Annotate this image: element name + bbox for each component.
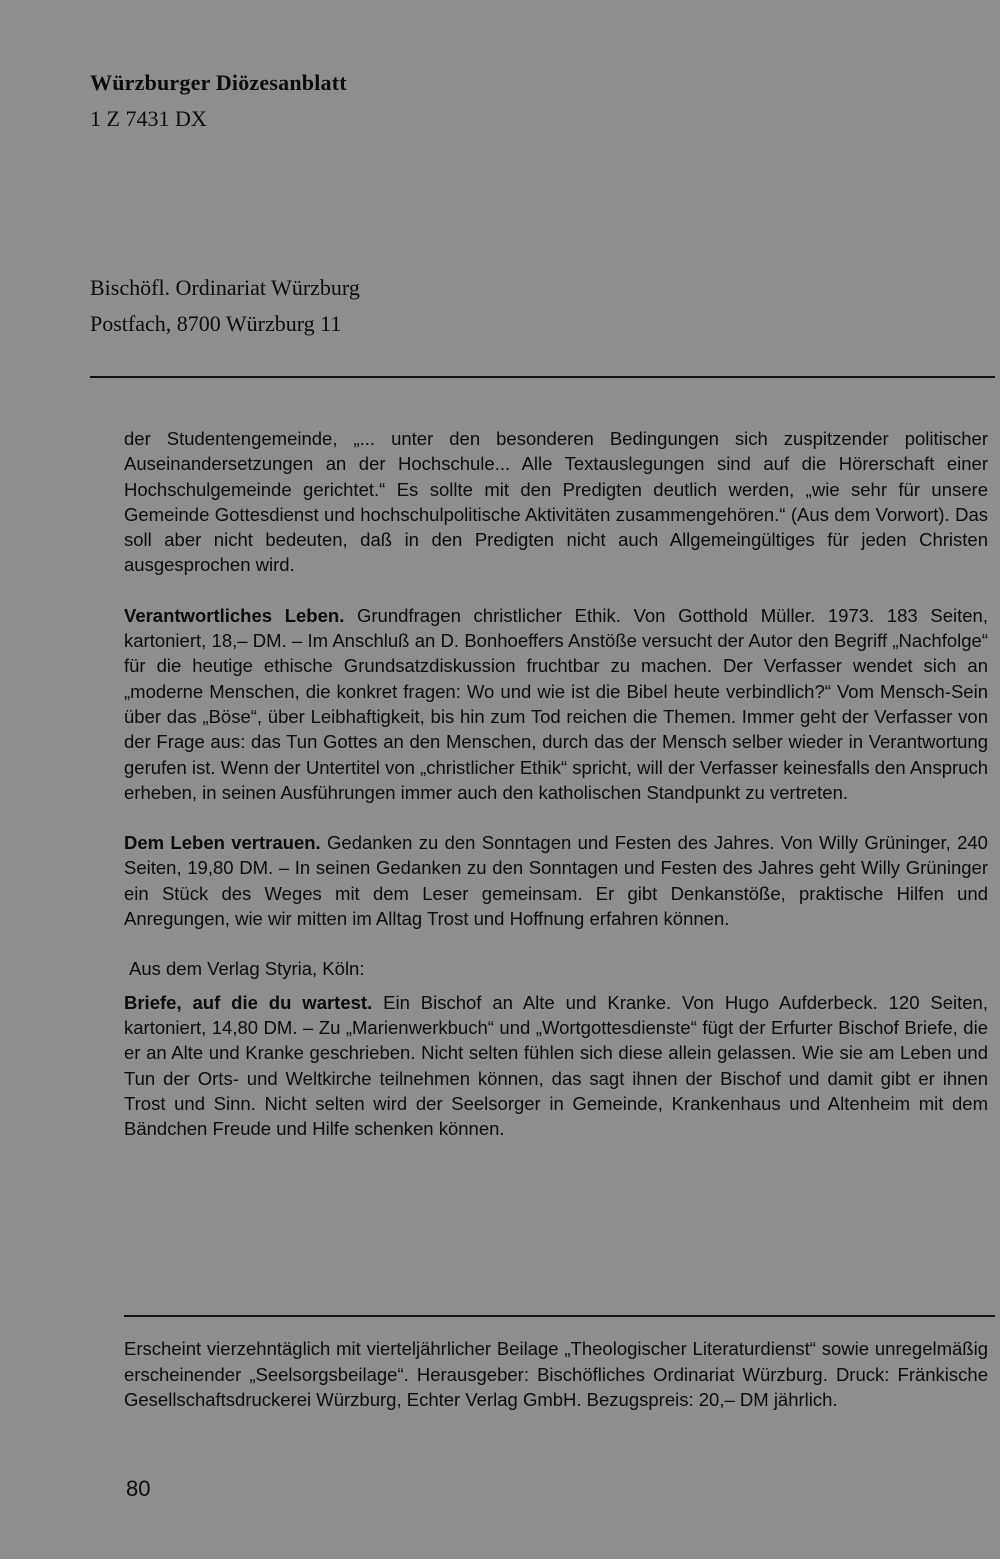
top-divider xyxy=(90,376,995,378)
review-briefe xyxy=(124,990,988,1142)
sender-line-2: Postfach, 8700 Würzburg 11 xyxy=(90,311,342,336)
article-body xyxy=(124,426,988,1141)
intro-paragraph: der Studentengemeinde, „... unter den besonderen Bedingungen sich zuspitzender politischer Auseinandersetzungen an der Hochschule... Alle Textauslegungen sind auf die Hörerschaft einer Hochschulgemeinde gerichtet.“ Es sollte mit den Predigten deutlich werden, „wie sehr für unsere Gemeinde Gottesdienst und hochschulpolitische Aktivitäten zusammengehören.“ (Aus dem Vorwort). Das soll aber nicht bedeuten, daß in den Predigten nicht auch Allgemeingültiges für jeden Christen ausgesprochen wird. xyxy=(124,428,988,576)
review-title: Briefe, auf die du wartest. xyxy=(124,991,373,1013)
review-text: Gedanken zu den Sonntagen und Festen des Jahres. Von Willy Grüninger, 240 Seiten, 19,80 DM. – In seinen Gedanken zu den Sonntagen und Festen des Jahres geht Willy Grüninger ein Stück des Weges mit dem Leser gemeinsam. Er gibt Denkanstöße, praktische Hilfen und Anregungen, wie wir mitten im Alltag Trost und Hoffnung erfahren können. xyxy=(124,832,988,930)
masthead-title: Würzburger Diözesanblatt xyxy=(90,70,347,95)
review-text: Ein Bischof an Alte und Kranke. Von Hugo Aufderbeck. 120 Seiten, kartoniert, 14,80 DM. – Zu „Marienwerkbuch“ und „Wortgottesdienste“ fügt der Erfurter Bischof Briefe, die er an Alte und Kranke geschrieben. Nicht selten fühlen sich diese allein gelassen. Wie sie am Leben und Tun der Orts- und Weltkirche teilnehmen können, das sagt ihnen der Bischof und damit gibt er ihnen Trost und Sinn. Nicht selten wird der Seelsorger in Gemeinde, Krankenhaus und Altenheim mit dem Bändchen Freude und Hilfe schenken können. xyxy=(124,991,988,1140)
sender-line-1: Bischöfl. Ordinariat Würzburg xyxy=(90,275,360,300)
review-title: Verantwortliches Leben. xyxy=(124,604,345,626)
sender-address xyxy=(90,270,360,342)
colophon: Erscheint vierzehntäglich mit vierteljährlicher Beilage „Theologischer Literaturdienst“ sowie unregelmäßig erscheinender „Seelsorgsbeilage“. Herausgeber: Bischöfliches Ordinariat Würzburg. Druck: Fränkische Gesellschaftsdruckerei Würzburg, Echter Verlag GmbH. Bezugspreis: 20,– DM jährlich. xyxy=(124,1338,988,1410)
publisher-heading: Aus dem Verlag Styria, Köln: xyxy=(129,958,365,980)
review-verantwortliches-leben xyxy=(124,603,988,805)
page-number: 80 xyxy=(126,1476,151,1501)
review-dem-leben-vertrauen xyxy=(124,830,988,931)
review-title: Dem Leben vertrauen. xyxy=(124,832,321,854)
masthead-code: 1 Z 7431 DX xyxy=(90,106,207,131)
bottom-divider xyxy=(124,1315,995,1317)
review-text: Grundfragen christlicher Ethik. Von Gotthold Müller. 1973. 183 Seiten, kartoniert, 18,– DM. – Im Anschluß an D. Bonhoeffers Anstöße versucht der Autor den Begriff „Nachfolge“ für die heutige ethische Grundsatzdiskussion fruchtbar zu machen. Der Verfasser wendet sich an „moderne Menschen, die konkret fragen: Wo und wie ist die Bibel heute verbindlich?“ Vom Mensch-Sein über das „Böse“, über Leibhaftigkeit, bis hin zum Tod reichen die Themen. Immer geht der Verfasser von der Frage aus: das Tun Gottes an den Menschen, durch das der Mensch selber wieder in Verantwortung gerufen ist. Wenn der Untertitel von „christlicher Ethik“ spricht, will der Verfasser keinesfalls den Anspruch erheben, in seinen Ausführungen immer auch den katholischen Standpunkt zu vertreten. xyxy=(124,604,988,803)
